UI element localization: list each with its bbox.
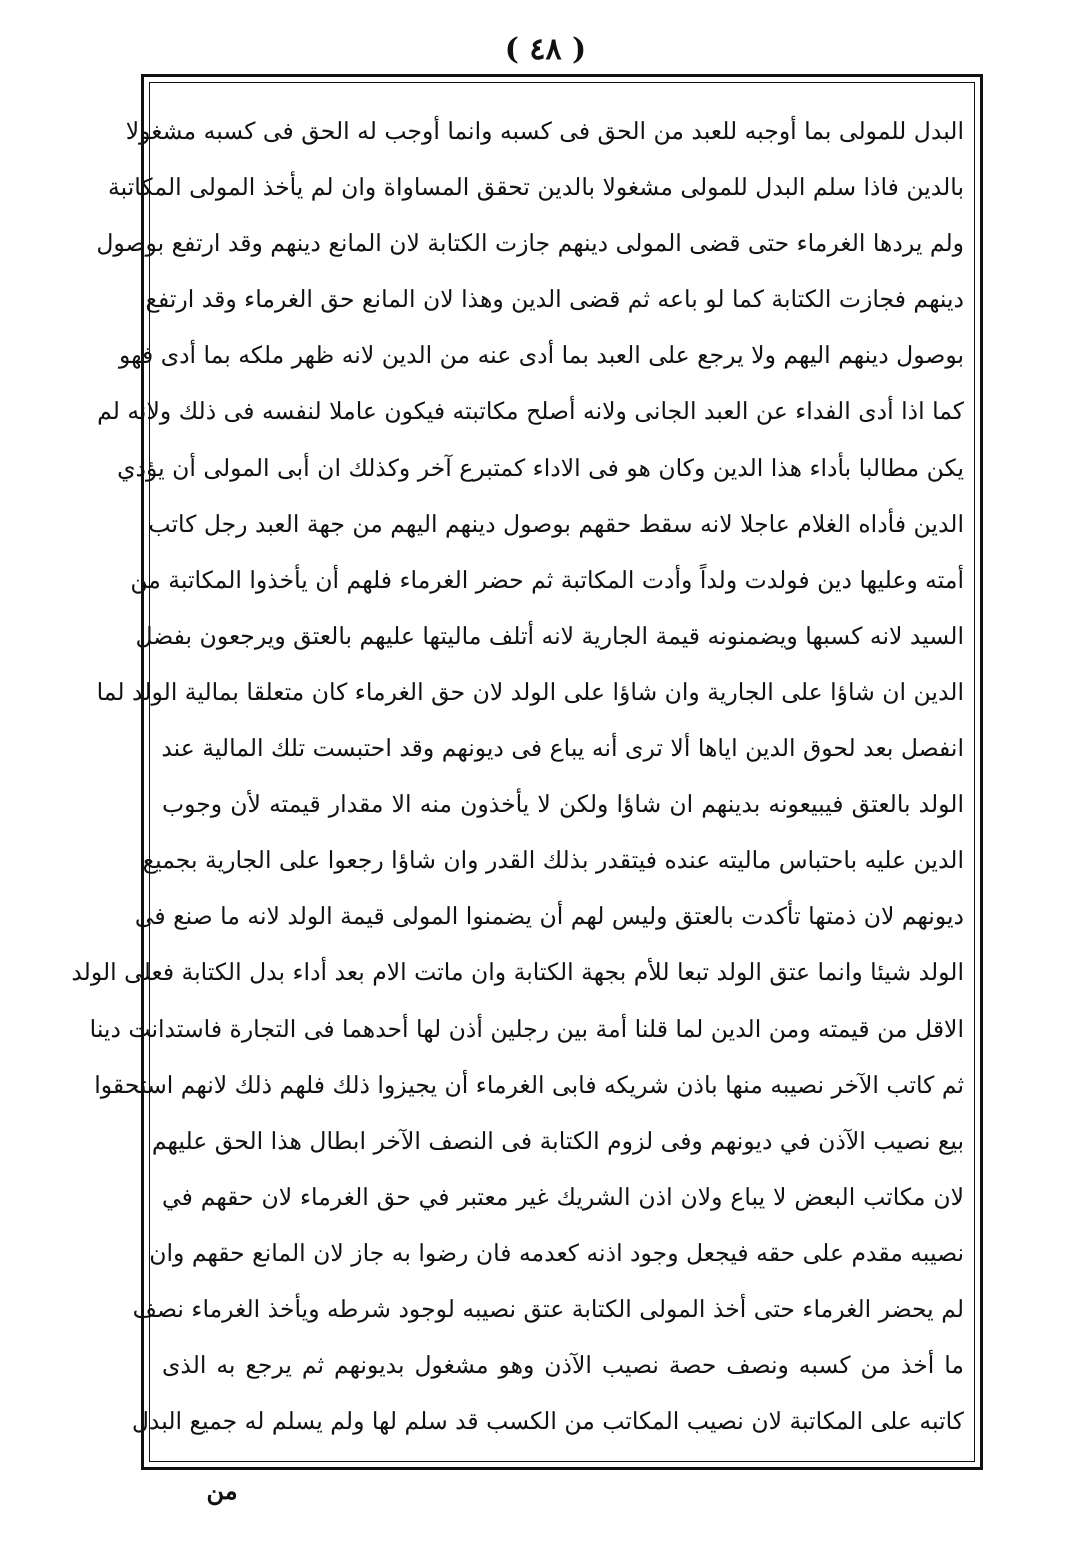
page-border: [71, 74, 983, 1470]
text-line: البدل للمولى بما أوجبه للعبد من الحق فى كسبه وانما أوجب له الحق فى كسبه مشغولا: [125, 117, 964, 145]
text-line: الدين عليه باحتباس ماليته عنده فيتقدر بذلك القدر وان شاؤا رجعوا على الجارية بجميع: [142, 846, 964, 875]
text-line: كاتبه على المكاتبة لان نصيب المكاتب من الكسب قد سلم لها ولم يسلم له جميع البدل: [131, 1407, 964, 1436]
text-line: بالدين فاذا سلم البدل للمولى مشغولا بالدين تحقق المساواة وان لم يأخذ المولى المكاتبة: [108, 173, 964, 202]
text-line: ولم يردها الغرماء حتى قضى المولى دينهم جازت الكتابة لان المانع دينهم وقد ارتفع بوصول: [96, 229, 964, 258]
page-number: ( ٤٨ ): [504, 32, 587, 67]
text-line: الدين فأداه الغلام عاجلا لانه سقط حقهم بوصول دينهم اليهم من جهة العبد رجل كاتب: [148, 509, 964, 538]
text-line: الولد بالعتق فيبيعونه بدينهم ان شاؤا ولكن لا يأخذون منه الا مقدار قيمته لأن وجوب: [162, 790, 964, 819]
text-line: ثم كاتب الآخر نصيبه منها باذن شريكه فابى الغرماء أن يجيزوا ذلك فلهم ذلك لانهم استحقوا: [94, 1070, 964, 1099]
text-line: بيع نصيب الآذن في ديونهم وفى لزوم الكتابة فى النصف الآخر ابطال هذا الحق عليهم: [151, 1126, 964, 1155]
text-line: الولد شيئا وانما عتق الولد تبعا للأم بجهة الكتابة وان ماتت الام بعد أداء بدل الكتابة فعلى الولد: [71, 958, 964, 987]
text-line: الاقل من قيمته ومن الدين لما قلنا أمة بين رجلين أذن لها أحدهما فى التجارة فاستدانت دينا: [89, 1014, 964, 1043]
text-line: انفصل بعد لحوق الدين اياها ألا ترى أنه يباع فى ديونهم وقد احتبست تلك المالية عند: [161, 734, 964, 763]
catchword: من: [206, 1476, 238, 1505]
text-line: لم يحضر الغرماء حتى أخذ المولى الكتابة عتق نصيبه لوجود شرطه ويأخذ الغرماء نصف: [132, 1294, 964, 1323]
text-line: السيد لانه كسبها ويضمنونه قيمة الجارية لانه أتلف ماليتها عليهم بالعتق ويرجعون بفضل: [135, 621, 964, 650]
text-line: أمته وعليها دين فولدت ولداً وأدت المكاتبة ثم حضر الغرماء فلهم أن يأخذوا المكاتبة من: [130, 565, 964, 594]
text-line: دينهم فجازت الكتابة كما لو باعه ثم قضى الدين وهذا لان المانع حق الغرماء وقد ارتفع: [145, 285, 964, 314]
text-line: نصيبه مقدم على حقه فيجعل وجود اذنه كعدمه فان رضوا به جاز لان المانع حقهم وان: [149, 1238, 964, 1267]
text-line: الدين ان شاؤا على الجارية وان شاؤا على الولد لان حق الغرماء كان متعلقا بمالية الولد لما: [96, 677, 964, 706]
text-line: يكن مطالبا بأداء هذا الدين وكان هو فى الاداء كمتبرع آخر وكذلك ان أبى المولى أن يؤدي: [117, 453, 964, 482]
text-body: [71, 103, 964, 1451]
text-line: بوصول دينهم اليهم ولا يرجع على العبد بما أدى عنه من الدين لانه ظهر ملكه بما أدى فهو: [119, 341, 964, 370]
text-line: ما أخذ من كسبه ونصف حصة نصيب الآذن وهو مشغول بديونهم ثم يرجع به الذى: [162, 1351, 964, 1380]
text-line: لان مكاتب البعض لا يباع ولان اذن الشريك غير معتبر في حق الغرماء لان حقهم في: [162, 1182, 964, 1211]
text-line: ديونهم لان ذمتها تأكدت بالعتق وليس لهم أن يضمنوا المولى قيمة الولد لانه ما صنع فى: [134, 902, 964, 931]
page-inner-border: [71, 82, 975, 1462]
text-line: كما اذا أدى الفداء عن العبد الجانى ولانه أصلح مكاتبته فيكون عاملا لنفسه فى ذلك ولانه لم: [97, 397, 964, 426]
